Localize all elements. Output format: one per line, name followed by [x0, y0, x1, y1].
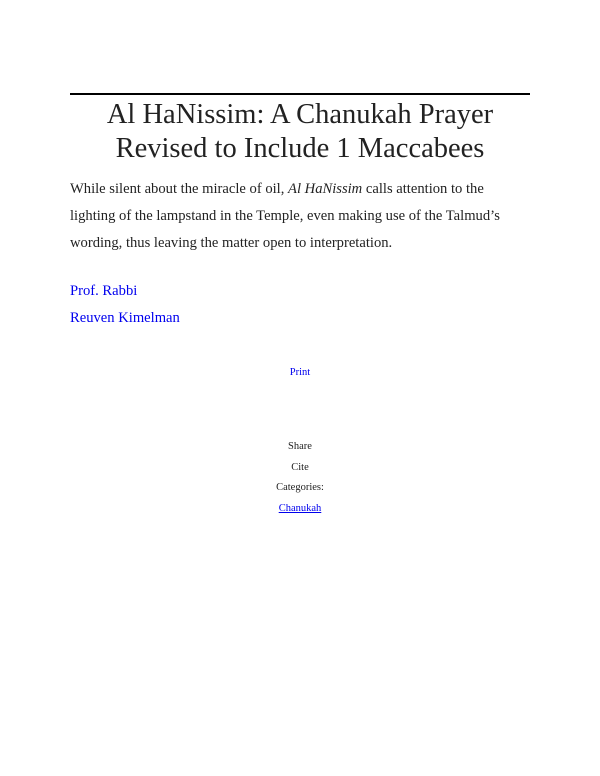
author-name-link[interactable]: Reuven Kimelman: [70, 310, 180, 326]
page-title: [70, 98, 530, 166]
intro-text-end: calls attention to the lighting of the lampstand in the Temple, even making use of the Talmud’s wording, thus leaving the matter open to interpretation.: [70, 181, 500, 251]
article-header: [70, 93, 530, 332]
title-line-1: Al HaNissim: A Chanukah Prayer: [106, 99, 494, 130]
article-meta: [0, 437, 600, 519]
intro-italic-title: Al HaNissim: [288, 181, 363, 197]
author-title-link[interactable]: Prof. Rabbi: [70, 283, 138, 299]
article-intro: [70, 176, 530, 257]
category-link-chanukah[interactable]: Chanukah: [278, 502, 322, 514]
author-block: [70, 278, 530, 332]
print-link[interactable]: Print: [289, 367, 311, 378]
title-line-2: Revised to Include 1 Maccabees: [115, 133, 485, 164]
categories-label: Categories:: [276, 482, 324, 493]
share-button[interactable]: Share: [288, 441, 312, 452]
intro-text-start: While silent about the miracle of oil,: [70, 181, 289, 197]
title-divider: [70, 93, 530, 95]
cite-button[interactable]: Cite: [291, 461, 309, 473]
